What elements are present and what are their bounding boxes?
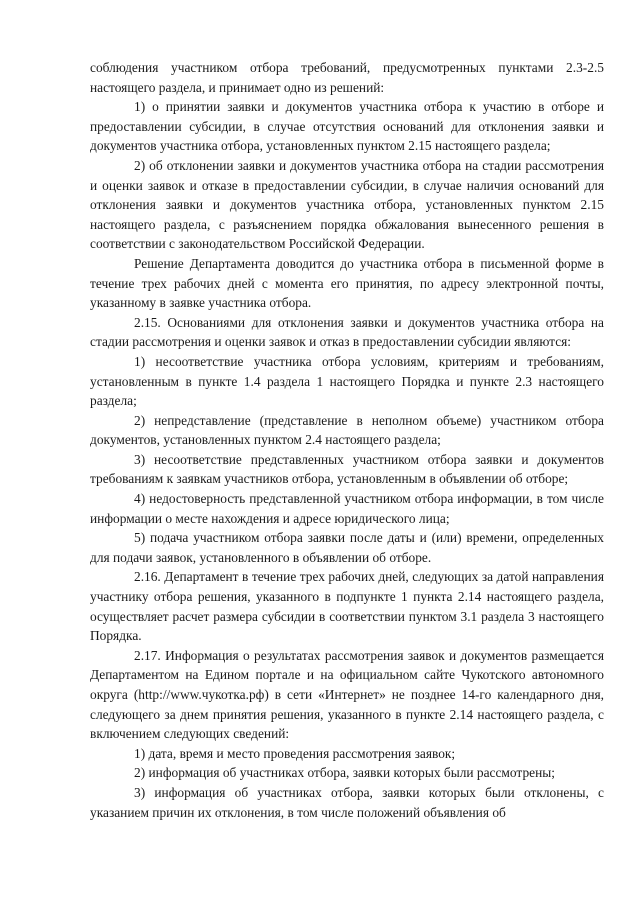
paragraph-10: 5) подача участником отбора заявки после даты и (или) времени, определенных для подачи заявок, установленного в объявлении об отборе. [90, 530, 604, 565]
paragraph-5: 2.15. Основаниями для отклонения заявки и документов участника отбора на стадии рассмотрения и оценки заявок и отказ в предоставлении субсидии являются: [90, 314, 604, 350]
paragraph-9: 4) недостоверность представленной участником отбора информации, в том числе информации о месте нахождения и адресе юридического лица; [90, 491, 604, 526]
paragraph-6: 1) несоответствие участника отбора условиям, критериям и требованиям, установленным в пункте 1.4 раздела 1 настоящего Порядка и пункте 2.3 настоящего раздела; [90, 353, 604, 409]
paragraph-3: 2) об отклонении заявки и документов участника отбора на стадии рассмотрения и оценки заявок и отказе в предоставлении субсидии, в случае наличия оснований для отклонения заявки и документов участника отбора, установленных пунктом 2.15 настоящего раздела, с разъяснением порядка обжалования вынесенного решения в соответствии с законодательством Российской Федерации. [90, 157, 604, 252]
paragraph-12: 2.17. Информация о результатах рассмотрения заявок и документов размещается Департаментом на Едином портале и на официальном сайте Чукотского автономного округа (http://www.чукотка.рф) в сети «Интернет» не позднее 14-го календарного дня, следующего за днем принятия решения, указанного в пункте 2.14 настоящего раздела, с включением следующих сведений: [90, 647, 604, 742]
paragraph-11: 2.16. Департамент в течение трех рабочих дней, следующих за датой направления участнику отбора решения, указанного в подпункте 1 пункта 2.14 настоящего раздела, осуществляет расчет размера субсидии в соответствии пунктом 3.1 раздела 3 настоящего Порядка. [90, 569, 604, 644]
paragraph-8: 3) несоответствие представленных участником отбора заявки и документов требованиям к заявкам участников отбора, установленным в объявлении об отборе; [90, 451, 604, 487]
paragraph-1: соблюдения участником отбора требований, предусмотренных пунктами 2.3-2.5 настоящего раздела, и принимает одно из решений: [90, 60, 604, 95]
paragraph-2: 1) о принятии заявки и документов участника отбора к участию в отборе и предоставлении субсидии, в случае отсутствия оснований для отклонения заявки и документов участника отбора, установленных пунктом 2.15 настоящего раздела; [90, 99, 604, 154]
paragraph-7: 2) непредставление (представление в неполном объеме) участником отбора документов, установленных пунктом 2.4 настоящего раздела; [90, 412, 604, 448]
paragraph-13: 1) дата, время и место проведения рассмотрения заявок; [134, 745, 456, 761]
document-page [90, 58, 604, 822]
paragraph-4: Решение Департамента доводится до участника отбора в письменной форме в течение трех рабочих дней с момента его принятия, по адресу электронной почты, указанному в заявке участника отбора. [90, 255, 604, 311]
paragraph-14: 2) информация об участниках отбора, заявки которых были рассмотрены; [134, 765, 555, 781]
paragraph-15: 3) информация об участниках отбора, заявки которых были отклонены, с указанием причин их отклонения, в том числе положений объявления об [90, 784, 604, 820]
